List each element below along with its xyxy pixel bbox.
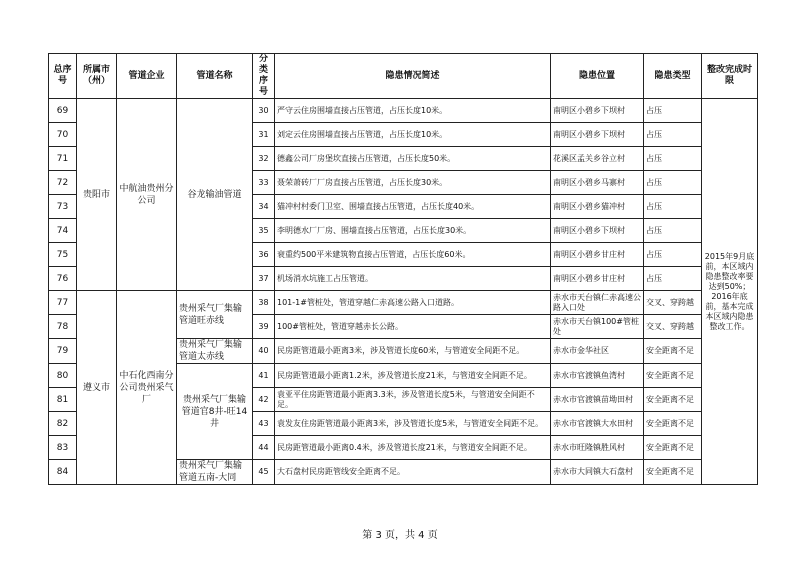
cell-sub-no: 40 xyxy=(253,339,275,364)
cell-sub-no: 41 xyxy=(253,364,275,388)
cell-pipeline-gulong: 谷龙输油管道 xyxy=(177,99,253,291)
cell-sub-no: 38 xyxy=(253,291,275,315)
cell-total-no: 80 xyxy=(49,364,77,388)
cell-type: 安全距离不足 xyxy=(644,460,702,485)
cell-city-zunyi: 遵义市 xyxy=(77,291,117,485)
cell-description: 袁发友住房距管道最小距离3米，涉及管道长度5米，与管道安全间距不足。 xyxy=(275,412,551,436)
cell-type: 安全距离不足 xyxy=(644,339,702,364)
cell-sub-no: 43 xyxy=(253,412,275,436)
hazard-table xyxy=(48,53,758,485)
cell-pipeline-taichi: 贵州采气厂集输管道太赤线 xyxy=(177,339,253,364)
cell-city-guiyang: 贵阳市 xyxy=(77,99,117,291)
cell-sub-no: 39 xyxy=(253,315,275,339)
cell-location: 赤水市大同镇大石盘村 xyxy=(551,460,644,485)
cell-total-no: 71 xyxy=(49,147,77,171)
cell-description: 袁亚平住房距管道最小距离3.3米，涉及管道长度5米，与管道安全间距不足。 xyxy=(275,388,551,412)
table-row xyxy=(49,99,758,123)
cell-description: 101-1#管桩处，管道穿越仁赤高速公路入口道路。 xyxy=(275,291,551,315)
cell-sub-no: 35 xyxy=(253,219,275,243)
cell-location: 花溪区孟关乡谷立村 xyxy=(551,147,644,171)
cell-description: 聂荣萧砖厂厂房直接占压管道，占压长度30米。 xyxy=(275,171,551,195)
cell-description: 李明德水厂厂房、围墙直接占压管道，占压长度30米。 xyxy=(275,219,551,243)
cell-total-no: 83 xyxy=(49,436,77,460)
cell-type: 安全距离不足 xyxy=(644,412,702,436)
cell-location: 赤水市官渡镇鱼湾村 xyxy=(551,364,644,388)
cell-location: 赤水市官渡镇苗坳田村 xyxy=(551,388,644,412)
header-type: 隐患类型 xyxy=(644,54,702,99)
cell-description: 民房距管道最小距离3米，涉及管道长度60米，与管道安全间距不足。 xyxy=(275,339,551,364)
cell-type: 安全距离不足 xyxy=(644,388,702,412)
cell-location: 南明区小碧乡下坝村 xyxy=(551,99,644,123)
cell-location: 赤水市官渡镇大水田村 xyxy=(551,412,644,436)
cell-deadline: 2015年9月底前，本区域内隐患整改率要达到50%；2016年底前，基本完成本区域内隐患整改工作。 xyxy=(702,99,758,485)
cell-description: 衰重约500平米建筑物直接占压管道，占压长度60米。 xyxy=(275,243,551,267)
cell-sub-no: 44 xyxy=(253,436,275,460)
cell-sub-no: 30 xyxy=(253,99,275,123)
cell-description: 德鑫公司厂房堡坎直接占压管道，占压长度50米。 xyxy=(275,147,551,171)
cell-total-no: 75 xyxy=(49,243,77,267)
cell-sub-no: 34 xyxy=(253,195,275,219)
cell-type: 占压 xyxy=(644,243,702,267)
cell-sub-no: 33 xyxy=(253,171,275,195)
cell-type: 占压 xyxy=(644,267,702,291)
cell-location: 南明区小碧乡下坝村 xyxy=(551,219,644,243)
cell-sub-no: 42 xyxy=(253,388,275,412)
cell-total-no: 73 xyxy=(49,195,77,219)
header-deadline: 整改完成时限 xyxy=(702,54,758,99)
cell-total-no: 81 xyxy=(49,388,77,412)
header-row xyxy=(49,54,758,99)
cell-type: 安全距离不足 xyxy=(644,364,702,388)
cell-location: 赤水市金华社区 xyxy=(551,339,644,364)
cell-location: 南明区小碧乡甘庄村 xyxy=(551,243,644,267)
cell-location: 南明区小碧乡甘庄村 xyxy=(551,267,644,291)
cell-description: 严守云住房围墙直接占压管道，占压长度10米。 xyxy=(275,99,551,123)
cell-type: 占压 xyxy=(644,99,702,123)
page-footer: 第 3 页，共 4 页 xyxy=(362,530,438,541)
cell-description: 民房距管道最小距离1.2米，涉及管道长度21米，与管道安全间距不足。 xyxy=(275,364,551,388)
cell-type: 交叉、穿跨越 xyxy=(644,315,702,339)
table-row xyxy=(49,291,758,315)
cell-total-no: 84 xyxy=(49,460,77,485)
cell-description: 100#管桩处，管道穿越赤长公路。 xyxy=(275,315,551,339)
header-city: 所属市（州） xyxy=(77,54,117,99)
cell-pipeline-guan8: 贵州采气厂集输管道官8井-旺14井 xyxy=(177,364,253,460)
cell-company-zunyi: 中石化西南分公司贵州采气厂 xyxy=(117,291,177,485)
cell-type: 占压 xyxy=(644,195,702,219)
cell-total-no: 72 xyxy=(49,171,77,195)
cell-pipeline-wangchi: 贵州采气厂集输管道旺赤线 xyxy=(177,291,253,339)
cell-total-no: 69 xyxy=(49,99,77,123)
cell-location: 赤水市天台镇仁赤高速公路入口处 xyxy=(551,291,644,315)
cell-description: 大石盘村民房距管线安全距离不足。 xyxy=(275,460,551,485)
header-total-no: 总序号 xyxy=(49,54,77,99)
header-location: 隐患位置 xyxy=(551,54,644,99)
cell-type: 交叉、穿跨越 xyxy=(644,291,702,315)
cell-sub-no: 32 xyxy=(253,147,275,171)
cell-location: 南明区小碧乡下坝村 xyxy=(551,123,644,147)
cell-location: 赤水市旺隆镇胜风村 xyxy=(551,436,644,460)
cell-pipeline-wunan: 贵州采气厂集输管道五南-大同 xyxy=(177,460,253,485)
cell-company-guiyang: 中航油贵州分公司 xyxy=(117,99,177,291)
cell-location: 南明区小碧乡马寨村 xyxy=(551,171,644,195)
cell-description: 机场消水坑施工占压管道。 xyxy=(275,267,551,291)
header-sub-no: 分类序号 xyxy=(253,54,275,99)
cell-total-no: 82 xyxy=(49,412,77,436)
cell-description: 刘定云住房围墙直接占压管道，占压长度10米。 xyxy=(275,123,551,147)
cell-sub-no: 36 xyxy=(253,243,275,267)
cell-type: 占压 xyxy=(644,123,702,147)
cell-sub-no: 45 xyxy=(253,460,275,485)
cell-sub-no: 31 xyxy=(253,123,275,147)
cell-total-no: 79 xyxy=(49,339,77,364)
cell-description: 猫冲村村委门卫室、围墙直接占压管道，占压长度40米。 xyxy=(275,195,551,219)
cell-location: 南明区小碧乡猫冲村 xyxy=(551,195,644,219)
header-company: 管道企业 xyxy=(117,54,177,99)
header-pipeline: 管道名称 xyxy=(177,54,253,99)
cell-total-no: 70 xyxy=(49,123,77,147)
cell-total-no: 77 xyxy=(49,291,77,315)
cell-type: 安全距离不足 xyxy=(644,436,702,460)
cell-description: 民房距管道最小距离0.4米，涉及管道长度21米，与管道安全间距不足。 xyxy=(275,436,551,460)
cell-total-no: 74 xyxy=(49,219,77,243)
header-description: 隐患情况简述 xyxy=(275,54,551,99)
cell-sub-no: 37 xyxy=(253,267,275,291)
cell-total-no: 76 xyxy=(49,267,77,291)
cell-total-no: 78 xyxy=(49,315,77,339)
cell-type: 占压 xyxy=(644,219,702,243)
cell-type: 占压 xyxy=(644,171,702,195)
cell-type: 占压 xyxy=(644,147,702,171)
cell-location: 赤水市天台镇100#管桩处 xyxy=(551,315,644,339)
